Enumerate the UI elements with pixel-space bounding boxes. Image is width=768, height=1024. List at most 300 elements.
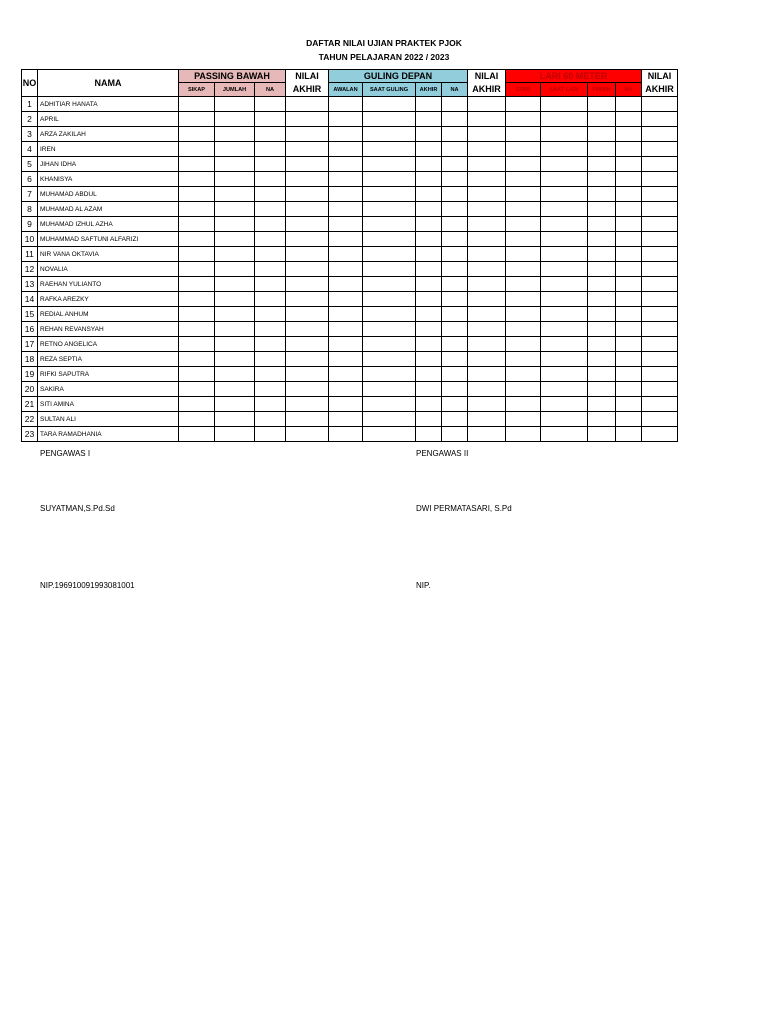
score-cell[interactable] — [506, 97, 541, 112]
score-cell[interactable] — [215, 142, 255, 157]
score-cell[interactable] — [468, 412, 506, 427]
score-cell[interactable] — [642, 262, 678, 277]
score-cell[interactable] — [286, 412, 329, 427]
score-cell[interactable] — [329, 127, 363, 142]
score-cell[interactable] — [616, 202, 642, 217]
score-cell[interactable] — [255, 262, 286, 277]
score-cell[interactable] — [588, 127, 616, 142]
score-cell[interactable] — [468, 382, 506, 397]
score-cell[interactable] — [215, 172, 255, 187]
score-cell[interactable] — [616, 307, 642, 322]
score-cell[interactable] — [329, 412, 363, 427]
score-cell[interactable] — [468, 262, 506, 277]
score-cell[interactable] — [329, 397, 363, 412]
score-cell[interactable] — [215, 337, 255, 352]
score-cell[interactable] — [329, 157, 363, 172]
score-cell[interactable] — [179, 292, 215, 307]
score-cell[interactable] — [588, 397, 616, 412]
score-cell[interactable] — [286, 157, 329, 172]
score-cell[interactable] — [642, 412, 678, 427]
score-cell[interactable] — [215, 127, 255, 142]
score-cell[interactable] — [179, 97, 215, 112]
score-cell[interactable] — [255, 397, 286, 412]
score-cell[interactable] — [329, 187, 363, 202]
score-cell[interactable] — [642, 397, 678, 412]
score-cell[interactable] — [588, 172, 616, 187]
score-cell[interactable] — [642, 112, 678, 127]
score-cell[interactable] — [363, 352, 416, 367]
score-cell[interactable] — [506, 337, 541, 352]
score-cell[interactable] — [215, 232, 255, 247]
score-cell[interactable] — [616, 112, 642, 127]
score-cell[interactable] — [541, 352, 588, 367]
score-cell[interactable] — [286, 97, 329, 112]
score-cell[interactable] — [179, 427, 215, 442]
score-cell[interactable] — [588, 157, 616, 172]
score-cell[interactable] — [642, 337, 678, 352]
score-cell[interactable] — [506, 202, 541, 217]
score-cell[interactable] — [416, 172, 442, 187]
score-cell[interactable] — [363, 247, 416, 262]
score-cell[interactable] — [588, 142, 616, 157]
score-cell[interactable] — [215, 157, 255, 172]
score-cell[interactable] — [588, 217, 616, 232]
score-cell[interactable] — [642, 427, 678, 442]
score-cell[interactable] — [588, 307, 616, 322]
score-cell[interactable] — [468, 112, 506, 127]
score-cell[interactable] — [442, 367, 468, 382]
score-cell[interactable] — [442, 397, 468, 412]
score-cell[interactable] — [179, 247, 215, 262]
score-cell[interactable] — [616, 412, 642, 427]
score-cell[interactable] — [215, 97, 255, 112]
score-cell[interactable] — [255, 157, 286, 172]
score-cell[interactable] — [416, 202, 442, 217]
score-cell[interactable] — [642, 187, 678, 202]
score-cell[interactable] — [179, 142, 215, 157]
score-cell[interactable] — [616, 382, 642, 397]
score-cell[interactable] — [286, 172, 329, 187]
score-cell[interactable] — [363, 322, 416, 337]
score-cell[interactable] — [442, 352, 468, 367]
score-cell[interactable] — [286, 292, 329, 307]
score-cell[interactable] — [363, 187, 416, 202]
score-cell[interactable] — [642, 142, 678, 157]
score-cell[interactable] — [416, 337, 442, 352]
score-cell[interactable] — [286, 142, 329, 157]
score-cell[interactable] — [642, 172, 678, 187]
score-cell[interactable] — [468, 217, 506, 232]
score-cell[interactable] — [442, 157, 468, 172]
score-cell[interactable] — [506, 127, 541, 142]
score-cell[interactable] — [215, 112, 255, 127]
score-cell[interactable] — [215, 367, 255, 382]
score-cell[interactable] — [329, 322, 363, 337]
score-cell[interactable] — [363, 412, 416, 427]
score-cell[interactable] — [541, 202, 588, 217]
score-cell[interactable] — [506, 247, 541, 262]
score-cell[interactable] — [616, 292, 642, 307]
score-cell[interactable] — [215, 322, 255, 337]
score-cell[interactable] — [616, 127, 642, 142]
score-cell[interactable] — [255, 427, 286, 442]
score-cell[interactable] — [363, 307, 416, 322]
score-cell[interactable] — [588, 112, 616, 127]
score-cell[interactable] — [616, 337, 642, 352]
score-cell[interactable] — [416, 397, 442, 412]
score-cell[interactable] — [416, 322, 442, 337]
score-cell[interactable] — [363, 127, 416, 142]
score-cell[interactable] — [286, 112, 329, 127]
score-cell[interactable] — [416, 142, 442, 157]
score-cell[interactable] — [363, 142, 416, 157]
score-cell[interactable] — [215, 247, 255, 262]
score-cell[interactable] — [286, 247, 329, 262]
score-cell[interactable] — [642, 367, 678, 382]
score-cell[interactable] — [588, 232, 616, 247]
score-cell[interactable] — [255, 97, 286, 112]
score-cell[interactable] — [363, 262, 416, 277]
score-cell[interactable] — [329, 262, 363, 277]
score-cell[interactable] — [541, 127, 588, 142]
score-cell[interactable] — [442, 232, 468, 247]
score-cell[interactable] — [286, 277, 329, 292]
score-cell[interactable] — [416, 217, 442, 232]
score-cell[interactable] — [642, 352, 678, 367]
score-cell[interactable] — [363, 217, 416, 232]
score-cell[interactable] — [329, 247, 363, 262]
score-cell[interactable] — [442, 262, 468, 277]
score-cell[interactable] — [179, 127, 215, 142]
score-cell[interactable] — [442, 412, 468, 427]
score-cell[interactable] — [255, 187, 286, 202]
score-cell[interactable] — [363, 427, 416, 442]
score-cell[interactable] — [588, 322, 616, 337]
score-cell[interactable] — [468, 232, 506, 247]
score-cell[interactable] — [468, 97, 506, 112]
score-cell[interactable] — [255, 322, 286, 337]
score-cell[interactable] — [329, 277, 363, 292]
score-cell[interactable] — [179, 367, 215, 382]
score-cell[interactable] — [588, 427, 616, 442]
score-cell[interactable] — [442, 217, 468, 232]
score-cell[interactable] — [363, 112, 416, 127]
score-cell[interactable] — [588, 382, 616, 397]
score-cell[interactable] — [179, 352, 215, 367]
score-cell[interactable] — [506, 397, 541, 412]
score-cell[interactable] — [215, 292, 255, 307]
score-cell[interactable] — [541, 232, 588, 247]
score-cell[interactable] — [179, 202, 215, 217]
score-cell[interactable] — [506, 142, 541, 157]
score-cell[interactable] — [363, 157, 416, 172]
score-cell[interactable] — [642, 307, 678, 322]
score-cell[interactable] — [416, 127, 442, 142]
score-cell[interactable] — [179, 307, 215, 322]
score-cell[interactable] — [541, 142, 588, 157]
score-cell[interactable] — [468, 337, 506, 352]
score-cell[interactable] — [468, 367, 506, 382]
score-cell[interactable] — [255, 127, 286, 142]
score-cell[interactable] — [179, 262, 215, 277]
score-cell[interactable] — [329, 142, 363, 157]
score-cell[interactable] — [442, 427, 468, 442]
score-cell[interactable] — [616, 262, 642, 277]
score-cell[interactable] — [588, 262, 616, 277]
score-cell[interactable] — [329, 112, 363, 127]
score-cell[interactable] — [616, 187, 642, 202]
score-cell[interactable] — [329, 367, 363, 382]
score-cell[interactable] — [588, 352, 616, 367]
score-cell[interactable] — [416, 367, 442, 382]
score-cell[interactable] — [442, 322, 468, 337]
score-cell[interactable] — [363, 292, 416, 307]
score-cell[interactable] — [286, 337, 329, 352]
score-cell[interactable] — [442, 247, 468, 262]
score-cell[interactable] — [506, 382, 541, 397]
score-cell[interactable] — [506, 157, 541, 172]
score-cell[interactable] — [215, 382, 255, 397]
score-cell[interactable] — [468, 307, 506, 322]
score-cell[interactable] — [468, 427, 506, 442]
score-cell[interactable] — [215, 217, 255, 232]
score-cell[interactable] — [506, 187, 541, 202]
score-cell[interactable] — [541, 427, 588, 442]
score-cell[interactable] — [468, 322, 506, 337]
score-cell[interactable] — [363, 97, 416, 112]
score-cell[interactable] — [642, 127, 678, 142]
score-cell[interactable] — [286, 322, 329, 337]
score-cell[interactable] — [468, 172, 506, 187]
score-cell[interactable] — [215, 427, 255, 442]
score-cell[interactable] — [468, 247, 506, 262]
score-cell[interactable] — [541, 172, 588, 187]
score-cell[interactable] — [468, 187, 506, 202]
score-cell[interactable] — [468, 292, 506, 307]
score-cell[interactable] — [541, 382, 588, 397]
score-cell[interactable] — [329, 97, 363, 112]
score-cell[interactable] — [255, 232, 286, 247]
score-cell[interactable] — [506, 232, 541, 247]
score-cell[interactable] — [363, 202, 416, 217]
score-cell[interactable] — [179, 232, 215, 247]
score-cell[interactable] — [442, 292, 468, 307]
score-cell[interactable] — [541, 112, 588, 127]
score-cell[interactable] — [616, 352, 642, 367]
score-cell[interactable] — [506, 277, 541, 292]
score-cell[interactable] — [255, 292, 286, 307]
score-cell[interactable] — [642, 322, 678, 337]
score-cell[interactable] — [468, 397, 506, 412]
score-cell[interactable] — [329, 382, 363, 397]
score-cell[interactable] — [363, 382, 416, 397]
score-cell[interactable] — [255, 142, 286, 157]
score-cell[interactable] — [329, 232, 363, 247]
score-cell[interactable] — [255, 217, 286, 232]
score-cell[interactable] — [329, 202, 363, 217]
score-cell[interactable] — [363, 337, 416, 352]
score-cell[interactable] — [588, 367, 616, 382]
score-cell[interactable] — [442, 382, 468, 397]
score-cell[interactable] — [179, 187, 215, 202]
score-cell[interactable] — [616, 322, 642, 337]
score-cell[interactable] — [286, 232, 329, 247]
score-cell[interactable] — [416, 157, 442, 172]
score-cell[interactable] — [616, 277, 642, 292]
score-cell[interactable] — [442, 202, 468, 217]
score-cell[interactable] — [506, 427, 541, 442]
score-cell[interactable] — [642, 157, 678, 172]
score-cell[interactable] — [179, 337, 215, 352]
score-cell[interactable] — [286, 382, 329, 397]
score-cell[interactable] — [255, 352, 286, 367]
score-cell[interactable] — [286, 397, 329, 412]
score-cell[interactable] — [642, 277, 678, 292]
score-cell[interactable] — [416, 97, 442, 112]
score-cell[interactable] — [588, 277, 616, 292]
score-cell[interactable] — [506, 112, 541, 127]
score-cell[interactable] — [416, 307, 442, 322]
score-cell[interactable] — [616, 397, 642, 412]
score-cell[interactable] — [363, 232, 416, 247]
score-cell[interactable] — [179, 397, 215, 412]
score-cell[interactable] — [255, 247, 286, 262]
score-cell[interactable] — [468, 277, 506, 292]
score-cell[interactable] — [329, 307, 363, 322]
score-cell[interactable] — [506, 322, 541, 337]
score-cell[interactable] — [255, 382, 286, 397]
score-cell[interactable] — [179, 322, 215, 337]
score-cell[interactable] — [179, 217, 215, 232]
score-cell[interactable] — [286, 217, 329, 232]
score-cell[interactable] — [416, 427, 442, 442]
score-cell[interactable] — [588, 337, 616, 352]
score-cell[interactable] — [416, 382, 442, 397]
score-cell[interactable] — [541, 307, 588, 322]
score-cell[interactable] — [506, 292, 541, 307]
score-cell[interactable] — [329, 172, 363, 187]
score-cell[interactable] — [442, 307, 468, 322]
score-cell[interactable] — [416, 412, 442, 427]
score-cell[interactable] — [286, 202, 329, 217]
score-cell[interactable] — [468, 157, 506, 172]
score-cell[interactable] — [442, 112, 468, 127]
score-cell[interactable] — [468, 142, 506, 157]
score-cell[interactable] — [616, 232, 642, 247]
score-cell[interactable] — [468, 127, 506, 142]
score-cell[interactable] — [616, 217, 642, 232]
score-cell[interactable] — [416, 112, 442, 127]
score-cell[interactable] — [255, 367, 286, 382]
score-cell[interactable] — [442, 277, 468, 292]
score-cell[interactable] — [416, 277, 442, 292]
score-cell[interactable] — [179, 172, 215, 187]
score-cell[interactable] — [506, 412, 541, 427]
score-cell[interactable] — [588, 292, 616, 307]
score-cell[interactable] — [616, 172, 642, 187]
score-cell[interactable] — [506, 172, 541, 187]
score-cell[interactable] — [215, 187, 255, 202]
score-cell[interactable] — [255, 112, 286, 127]
score-cell[interactable] — [286, 262, 329, 277]
score-cell[interactable] — [179, 412, 215, 427]
score-cell[interactable] — [215, 397, 255, 412]
score-cell[interactable] — [286, 127, 329, 142]
score-cell[interactable] — [286, 187, 329, 202]
score-cell[interactable] — [468, 352, 506, 367]
score-cell[interactable] — [286, 352, 329, 367]
score-cell[interactable] — [588, 412, 616, 427]
score-cell[interactable] — [416, 292, 442, 307]
score-cell[interactable] — [642, 247, 678, 262]
score-cell[interactable] — [416, 352, 442, 367]
score-cell[interactable] — [642, 292, 678, 307]
score-cell[interactable] — [541, 292, 588, 307]
score-cell[interactable] — [642, 217, 678, 232]
score-cell[interactable] — [506, 352, 541, 367]
score-cell[interactable] — [215, 412, 255, 427]
score-cell[interactable] — [215, 352, 255, 367]
score-cell[interactable] — [286, 307, 329, 322]
score-cell[interactable] — [541, 262, 588, 277]
score-cell[interactable] — [468, 202, 506, 217]
score-cell[interactable] — [541, 97, 588, 112]
score-cell[interactable] — [588, 97, 616, 112]
score-cell[interactable] — [286, 427, 329, 442]
score-cell[interactable] — [541, 157, 588, 172]
score-cell[interactable] — [616, 367, 642, 382]
score-cell[interactable] — [506, 217, 541, 232]
score-cell[interactable] — [363, 367, 416, 382]
score-cell[interactable] — [642, 232, 678, 247]
score-cell[interactable] — [255, 172, 286, 187]
score-cell[interactable] — [363, 277, 416, 292]
score-cell[interactable] — [442, 172, 468, 187]
score-cell[interactable] — [442, 337, 468, 352]
score-cell[interactable] — [329, 292, 363, 307]
score-cell[interactable] — [616, 142, 642, 157]
score-cell[interactable] — [416, 262, 442, 277]
score-cell[interactable] — [215, 277, 255, 292]
score-cell[interactable] — [363, 397, 416, 412]
score-cell[interactable] — [442, 142, 468, 157]
score-cell[interactable] — [506, 367, 541, 382]
score-cell[interactable] — [506, 262, 541, 277]
score-cell[interactable] — [588, 187, 616, 202]
score-cell[interactable] — [179, 382, 215, 397]
score-cell[interactable] — [255, 277, 286, 292]
score-cell[interactable] — [215, 202, 255, 217]
score-cell[interactable] — [541, 322, 588, 337]
score-cell[interactable] — [255, 307, 286, 322]
score-cell[interactable] — [541, 217, 588, 232]
score-cell[interactable] — [416, 232, 442, 247]
score-cell[interactable] — [286, 367, 329, 382]
score-cell[interactable] — [179, 277, 215, 292]
score-cell[interactable] — [179, 112, 215, 127]
score-cell[interactable] — [179, 157, 215, 172]
score-cell[interactable] — [541, 247, 588, 262]
score-cell[interactable] — [588, 202, 616, 217]
score-cell[interactable] — [616, 97, 642, 112]
score-cell[interactable] — [541, 277, 588, 292]
score-cell[interactable] — [506, 307, 541, 322]
score-cell[interactable] — [541, 397, 588, 412]
score-cell[interactable] — [416, 187, 442, 202]
score-cell[interactable] — [442, 127, 468, 142]
score-cell[interactable] — [588, 247, 616, 262]
score-cell[interactable] — [616, 247, 642, 262]
